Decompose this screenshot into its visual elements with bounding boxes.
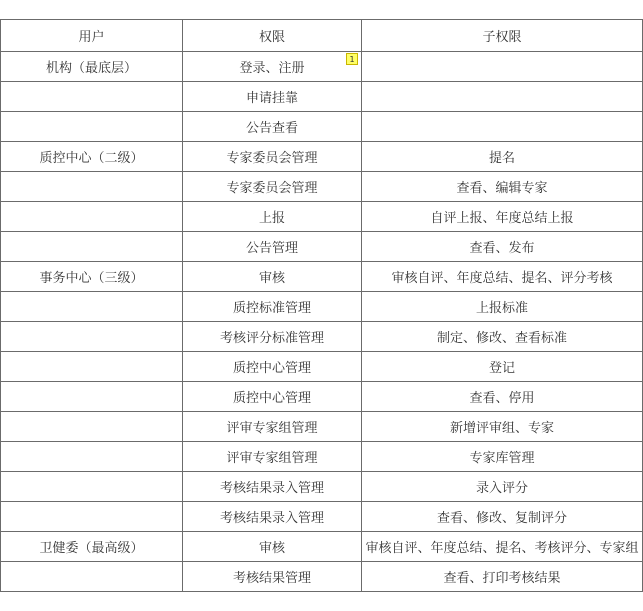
permission-cell: 考核评分标准管理 <box>183 322 362 352</box>
table-row <box>1 202 643 232</box>
user-cell <box>1 352 183 382</box>
table-row <box>1 502 643 532</box>
header-permission: 权限 <box>183 20 362 52</box>
sub-permission-cell: 专家库管理 <box>362 442 643 472</box>
user-cell <box>1 172 183 202</box>
sub-permission-cell <box>362 112 643 142</box>
header-user: 用户 <box>1 20 183 52</box>
sub-permission-cell <box>362 52 643 82</box>
user-cell: 质控中心（二级） <box>1 142 183 172</box>
permission-cell: 考核结果录入管理 <box>183 472 362 502</box>
sub-permission-cell: 自评上报、年度总结上报 <box>362 202 643 232</box>
table-row <box>1 232 643 262</box>
permission-cell: 质控中心管理 <box>183 352 362 382</box>
permission-cell: 专家委员会管理 <box>183 142 362 172</box>
permission-cell: 质控标准管理 <box>183 292 362 322</box>
table-row <box>1 52 643 82</box>
user-cell <box>1 82 183 112</box>
sub-permission-cell: 查看、打印考核结果 <box>362 562 643 592</box>
permission-cell: 质控中心管理 <box>183 382 362 412</box>
user-cell: 事务中心（三级） <box>1 262 183 292</box>
user-cell <box>1 112 183 142</box>
user-cell <box>1 412 183 442</box>
permission-cell <box>183 52 362 82</box>
user-cell: 卫健委（最高级） <box>1 532 183 562</box>
table-row <box>1 412 643 442</box>
table-row <box>1 562 643 592</box>
permissions-table <box>0 19 643 592</box>
table-row <box>1 172 643 202</box>
sub-permission-cell: 查看、编辑专家 <box>362 172 643 202</box>
table-row <box>1 262 643 292</box>
user-cell <box>1 382 183 412</box>
sub-permission-cell: 制定、修改、查看标准 <box>362 322 643 352</box>
table-row <box>1 532 643 562</box>
permission-cell: 专家委员会管理 <box>183 172 362 202</box>
comment-marker[interactable]: 1 <box>346 53 358 65</box>
user-cell <box>1 202 183 232</box>
sub-permission-cell: 上报标准 <box>362 292 643 322</box>
sub-permission-cell: 录入评分 <box>362 472 643 502</box>
table-row <box>1 352 643 382</box>
sub-permission-cell: 审核自评、年度总结、提名、评分考核 <box>362 262 643 292</box>
permission-cell: 考核结果管理 <box>183 562 362 592</box>
permission-text: 登录、注册 <box>239 61 305 76</box>
table-row <box>1 322 643 352</box>
permission-cell: 评审专家组管理 <box>183 412 362 442</box>
table-row <box>1 142 643 172</box>
sub-permission-cell: 查看、停用 <box>362 382 643 412</box>
user-cell <box>1 232 183 262</box>
header-sub-permission: 子权限 <box>362 20 643 52</box>
sub-permission-cell: 提名 <box>362 142 643 172</box>
permission-cell: 公告管理 <box>183 232 362 262</box>
user-cell <box>1 442 183 472</box>
sub-permission-cell: 登记 <box>362 352 643 382</box>
table-row <box>1 82 643 112</box>
table-row <box>1 442 643 472</box>
permission-cell: 考核结果录入管理 <box>183 502 362 532</box>
user-cell <box>1 322 183 352</box>
table-row <box>1 292 643 322</box>
sub-permission-cell: 新增评审组、专家 <box>362 412 643 442</box>
permission-cell: 评审专家组管理 <box>183 442 362 472</box>
user-cell <box>1 502 183 532</box>
header-row <box>1 20 643 52</box>
sub-permission-cell: 审核自评、年度总结、提名、考核评分、专家组 <box>362 532 643 562</box>
permission-cell: 公告查看 <box>183 112 362 142</box>
permission-cell: 申请挂靠 <box>183 82 362 112</box>
sub-permission-cell: 查看、发布 <box>362 232 643 262</box>
table-row <box>1 472 643 502</box>
permission-cell: 审核 <box>183 262 362 292</box>
sub-permission-cell: 查看、修改、复制评分 <box>362 502 643 532</box>
table-row <box>1 382 643 412</box>
table-row <box>1 112 643 142</box>
sub-permission-cell <box>362 82 643 112</box>
user-cell <box>1 292 183 322</box>
user-cell <box>1 562 183 592</box>
permission-cell: 审核 <box>183 532 362 562</box>
user-cell: 机构（最底层） <box>1 52 183 82</box>
permission-cell: 上报 <box>183 202 362 232</box>
user-cell <box>1 472 183 502</box>
